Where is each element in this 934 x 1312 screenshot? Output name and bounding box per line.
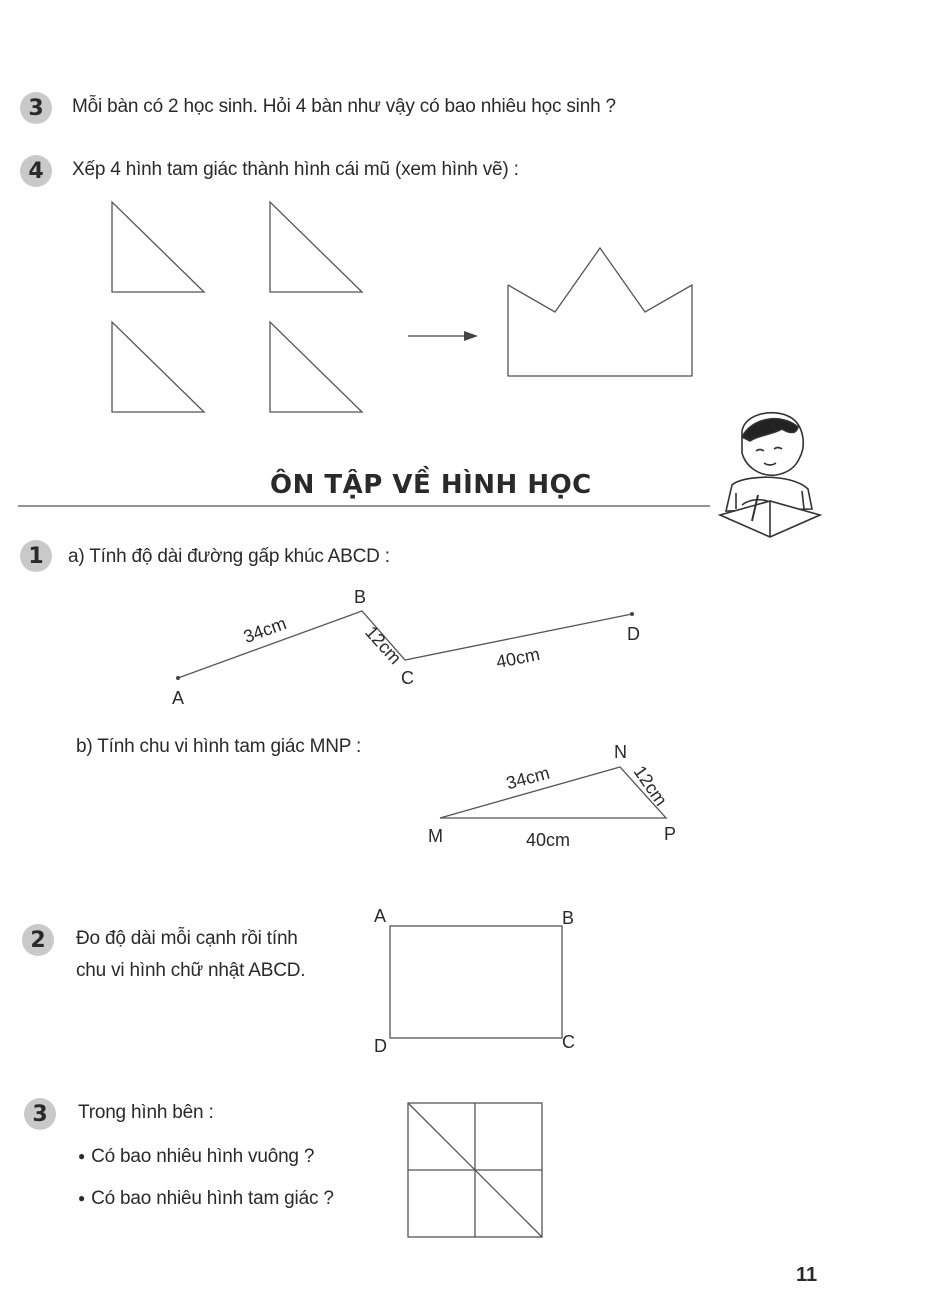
ex2-line-2: chu vi hình chữ nhật ABCD. — [76, 960, 306, 981]
point-label-b: B — [354, 587, 367, 607]
exercise-number-badge: 1 — [20, 540, 52, 572]
side-label-mp: 40cm — [526, 830, 571, 850]
segment-label-bc: 12cm — [361, 622, 406, 669]
page-number: 11 — [796, 1264, 818, 1286]
corner-label-a: A — [374, 906, 387, 926]
point-label-m: M — [428, 826, 443, 846]
point-label-p: P — [664, 824, 677, 844]
corner-label-b: B — [562, 908, 575, 928]
segment-label-cd: 40cm — [494, 643, 542, 673]
exercise-number-badge: 3 — [20, 92, 52, 124]
point-label-c: C — [401, 668, 414, 688]
exercise-number-badge: 3 — [24, 1098, 56, 1130]
ex3-question-2: ● Có bao nhiêu hình tam giác ? — [78, 1188, 334, 1210]
ex1-part-a-text: a) Tính độ dài đường gấp khúc ABCD : — [68, 546, 390, 567]
point-label-n: N — [614, 742, 627, 762]
corner-label-d: D — [374, 1036, 387, 1056]
exercise-4-text: Xếp 4 hình tam giác thành hình cái mũ (xem hình vẽ) : — [72, 159, 519, 180]
segment-label-ab: 34cm — [240, 613, 289, 647]
side-label-mn: 34cm — [504, 762, 552, 794]
ex3-question-1: ● Có bao nhiêu hình vuông ? — [78, 1146, 314, 1168]
corner-label-c: C — [562, 1032, 575, 1052]
point-label-a: A — [172, 688, 185, 708]
side-label-np: 12cm — [629, 762, 672, 810]
exercise-number-badge: 2 — [22, 924, 54, 956]
ex3-intro: Trong hình bên : — [78, 1102, 214, 1123]
ex2-line-1: Đo độ dài mỗi cạnh rồi tính — [76, 928, 298, 949]
exercise-3-text: Mỗi bàn có 2 học sinh. Hỏi 4 bàn như vậy có bao nhiêu học sinh ? — [72, 96, 616, 117]
exercise-number-badge: 4 — [20, 155, 52, 187]
section-title: ÔN TẬP VỀ HÌNH HỌC — [270, 470, 592, 500]
ex1-part-b-text: b) Tính chu vi hình tam giác MNP : — [76, 736, 362, 757]
point-label-d: D — [627, 624, 640, 644]
